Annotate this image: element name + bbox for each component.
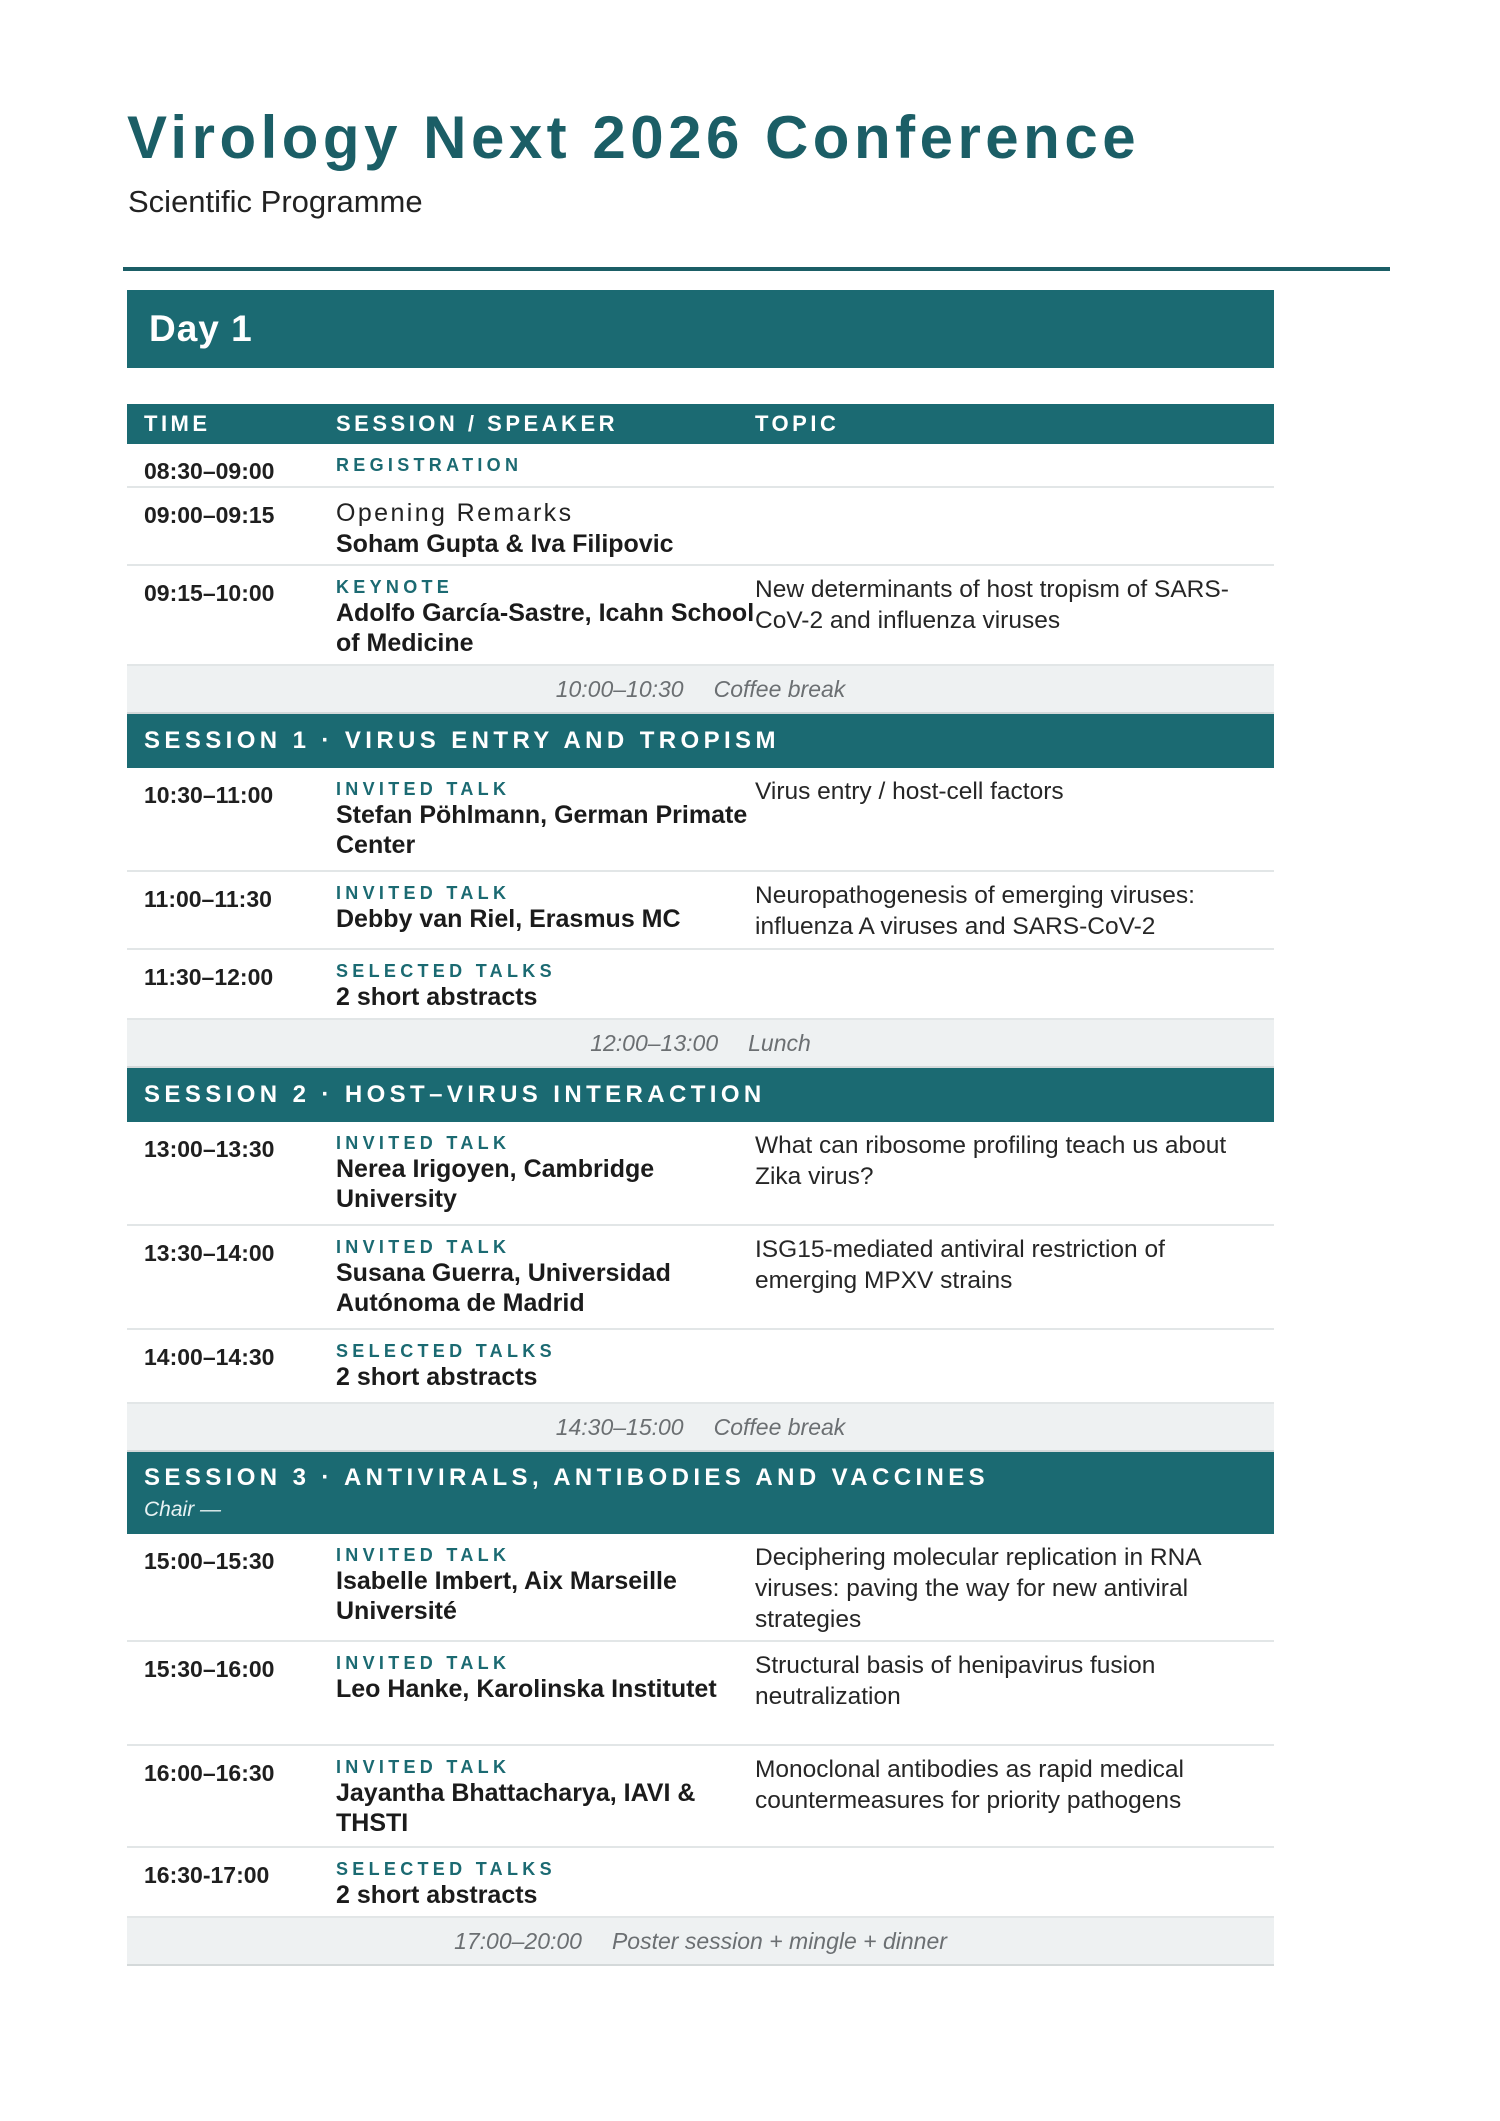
time-cell: 10:30–11:00 <box>144 782 274 808</box>
speaker-name: 2 short abstracts <box>336 983 538 1011</box>
schedule-row <box>127 488 1274 566</box>
topic-cell: Structural basis of henipavirus fusion neutralization <box>755 1652 1156 1710</box>
speaker-name: Stefan Pöhlmann, German Primate Center <box>336 801 748 859</box>
topic-cell <box>755 1848 1274 1916</box>
break-row <box>127 1918 1274 1966</box>
break-row <box>127 1404 1274 1452</box>
header-divider <box>123 267 1390 271</box>
topic-cell <box>755 444 1274 486</box>
day-label: Day 1 <box>149 308 253 349</box>
topic-cell <box>755 488 1274 564</box>
break-label: Poster session + mingle + dinner <box>611 1927 947 1954</box>
schedule-row <box>127 872 1274 950</box>
topic-cell: Neuropathogenesis of emerging viruses: influenza A viruses and SARS-CoV-2 <box>755 882 1195 940</box>
schedule-row <box>127 1642 1274 1746</box>
schedule-row <box>127 1534 1274 1642</box>
session-type-label: INVITED TALK <box>336 1133 511 1153</box>
column-header-topic: TOPIC <box>755 411 840 436</box>
break-label: Lunch <box>748 1029 811 1056</box>
session-cell <box>336 444 755 486</box>
break-time: 14:30–15:00 <box>555 1413 684 1440</box>
session-header <box>127 1068 1274 1122</box>
table-header <box>127 404 1274 444</box>
session-type-label: KEYNOTE <box>336 577 454 597</box>
time-cell: 14:00–14:30 <box>144 1344 275 1370</box>
topic-cell <box>755 950 1274 1018</box>
schedule-row <box>127 1226 1274 1330</box>
topic-cell: ISG15-mediated antiviral restriction of emerging MPXV strains <box>755 1236 1165 1294</box>
schedule-row <box>127 1330 1274 1404</box>
break-time: 12:00–13:00 <box>590 1029 719 1056</box>
page-subtitle: Scientific Programme <box>128 184 423 219</box>
schedule-row <box>127 950 1274 1020</box>
schedule-row <box>127 768 1274 872</box>
break-time: 17:00–20:00 <box>454 1927 582 1954</box>
break-row <box>127 666 1274 714</box>
speaker-name: Soham Gupta & Iva Filipovic <box>336 530 674 558</box>
speaker-name: Debby van Riel, Erasmus MC <box>336 905 681 933</box>
time-cell: 15:00–15:30 <box>144 1548 275 1574</box>
session-cell <box>336 950 755 1018</box>
schedule-row <box>127 1746 1274 1848</box>
speaker-name: Leo Hanke, Karolinska Institutet <box>336 1675 717 1703</box>
column-header-time: TIME <box>144 411 211 436</box>
time-cell: 09:15–10:00 <box>144 580 275 606</box>
speaker-name: 2 short abstracts <box>336 1881 538 1909</box>
session-cell <box>336 488 755 564</box>
session-cell <box>336 768 755 870</box>
session-type-label: INVITED TALK <box>336 1237 511 1257</box>
speaker-name: Nerea Irigoyen, Cambridge University <box>336 1155 655 1213</box>
break-time: 10:00–10:30 <box>555 675 684 702</box>
time-cell: 16:00–16:30 <box>144 1760 275 1786</box>
session-type-label: SELECTED TALKS <box>336 1859 556 1879</box>
break-row <box>127 1020 1274 1068</box>
speaker-name: 2 short abstracts <box>336 1363 538 1391</box>
topic-cell: What can ribosome profiling teach us about Zika virus? <box>755 1132 1227 1190</box>
break-label: Coffee break <box>713 1413 846 1440</box>
schedule-row <box>127 566 1274 666</box>
time-cell: 09:00–09:15 <box>144 502 275 528</box>
topic-cell: New determinants of host tropism of SARS-CoV-2 and influenza viruses <box>755 576 1229 634</box>
time-cell: 11:00–11:30 <box>144 886 272 912</box>
topic-cell <box>755 1330 1274 1402</box>
schedule-table <box>127 404 1274 1966</box>
topic-cell: Deciphering molecular replication in RNA viruses: paving the way for new antiviral strategies <box>755 1544 1201 1633</box>
day-banner <box>127 290 1274 368</box>
session-header <box>127 714 1274 768</box>
time-cell: 11:30–12:00 <box>144 964 274 990</box>
session-cell <box>336 1330 755 1402</box>
session-cell <box>336 1848 755 1916</box>
session-cell <box>336 1534 755 1640</box>
time-cell: 15:30–16:00 <box>144 1656 275 1682</box>
time-cell: 16:30-17:00 <box>144 1862 270 1888</box>
session-type-label: INVITED TALK <box>336 1653 511 1673</box>
time-cell: 08:30–09:00 <box>144 458 275 484</box>
time-cell: 13:30–14:00 <box>144 1240 275 1266</box>
session-title: Opening Remarks <box>336 499 574 527</box>
session-type-label: INVITED TALK <box>336 779 511 799</box>
session-type-label: REGISTRATION <box>336 455 523 475</box>
session-cell <box>336 1226 755 1328</box>
session-title: SESSION 2 · HOST–VIRUS INTERACTION <box>144 1081 766 1108</box>
session-type-label: SELECTED TALKS <box>336 961 556 981</box>
break-label: Coffee break <box>713 675 846 702</box>
session-type-label: SELECTED TALKS <box>336 1341 556 1361</box>
session-cell <box>336 566 755 664</box>
session-cell <box>336 1746 755 1846</box>
session-type-label: INVITED TALK <box>336 1545 511 1565</box>
speaker-name: Susana Guerra, Universidad Autónoma de Madrid <box>336 1259 671 1317</box>
topic-cell: Monoclonal antibodies as rapid medical countermeasures for priority pathogens <box>755 1756 1185 1814</box>
topic-cell: Virus entry / host-cell factors <box>755 778 1064 805</box>
speaker-name: Jayantha Bhattacharya, IAVI & THSTI <box>336 1779 696 1837</box>
page-title: Virology Next 2026 Conference <box>127 104 1141 171</box>
schedule-row <box>127 1848 1274 1918</box>
session-title: SESSION 1 · VIRUS ENTRY AND TROPISM <box>144 727 780 754</box>
schedule-row <box>127 1122 1274 1226</box>
session-cell <box>336 1642 755 1744</box>
session-header <box>127 1452 1274 1534</box>
session-chair: Chair — <box>144 1498 222 1521</box>
session-title: SESSION 3 · ANTIVIRALS, ANTIBODIES AND VACCINES <box>144 1464 990 1491</box>
session-type-label: INVITED TALK <box>336 1757 511 1777</box>
time-cell: 13:00–13:30 <box>144 1136 275 1162</box>
speaker-name: Isabelle Imbert, Aix Marseille Université <box>336 1567 677 1625</box>
schedule-row <box>127 444 1274 488</box>
column-header-session: SESSION / SPEAKER <box>336 411 619 436</box>
session-cell <box>336 872 755 948</box>
session-type-label: INVITED TALK <box>336 883 511 903</box>
speaker-name: Adolfo García-Sastre, Icahn School of Medicine <box>336 599 755 657</box>
session-cell <box>336 1122 755 1224</box>
